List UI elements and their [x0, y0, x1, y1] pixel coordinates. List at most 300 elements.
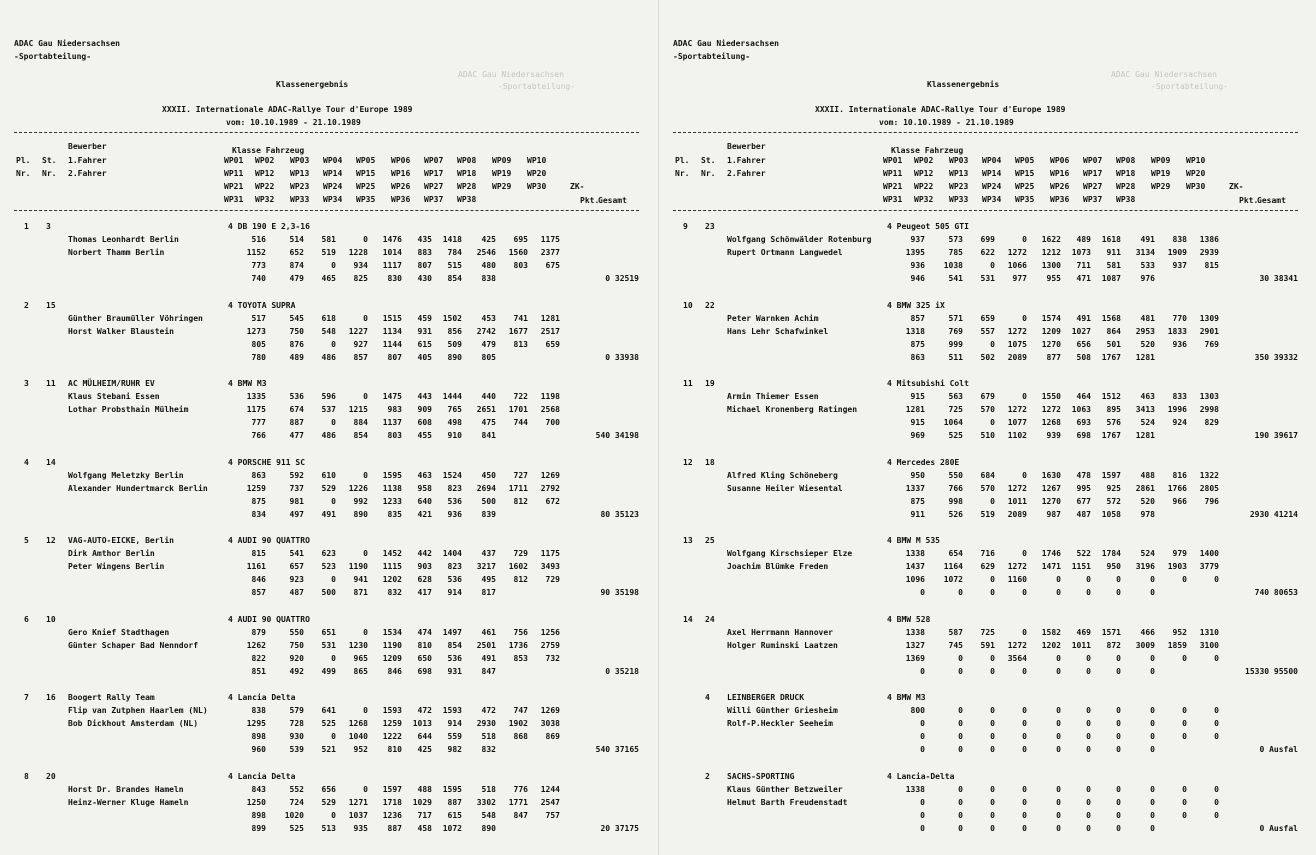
stage-time: 998	[948, 496, 963, 506]
stage-time: 0	[1022, 732, 1027, 741]
stage-time: 838	[481, 274, 496, 283]
stage-time: 915	[910, 418, 925, 427]
stage-time: 693	[1076, 418, 1091, 427]
stage-time: 741	[513, 313, 528, 323]
stage-time: 487	[1076, 509, 1091, 519]
col-wp33: WP33	[949, 195, 969, 204]
stage-time: 3779	[1199, 562, 1219, 571]
stage-time: 766	[251, 431, 266, 440]
stage-time: 982	[447, 745, 462, 754]
stage-time: 816	[1172, 470, 1187, 480]
stage-time: 0	[1116, 719, 1121, 728]
stage-time: 0	[1214, 719, 1219, 728]
stage-time: 847	[513, 810, 528, 820]
col-st: St.	[42, 156, 57, 165]
stage-time: 1236	[382, 810, 402, 820]
stage-time: 1058	[1101, 509, 1121, 519]
stage-time: 1087	[1101, 274, 1121, 283]
col-wp15: WP15	[356, 169, 376, 178]
stage-time: 995	[1076, 483, 1091, 493]
col-klasse: Klasse Fahrzeug	[891, 146, 964, 155]
col-wp17: WP17	[424, 169, 444, 178]
stage-time: 2901	[1199, 326, 1219, 336]
stage-time: 0	[1150, 575, 1155, 584]
stage-time: 3196	[1135, 562, 1155, 571]
stage-time: 936	[447, 509, 462, 519]
entry-start-number: 4	[705, 693, 710, 702]
stage-time: 500	[321, 588, 336, 597]
stage-time: 592	[289, 470, 304, 480]
stage-time: 1190	[382, 640, 402, 650]
entry-total: 540 37165	[595, 745, 639, 754]
stage-time: 952	[353, 745, 368, 754]
stage-time: 927	[353, 339, 368, 349]
stage-time: 1515	[382, 313, 402, 323]
stage-time: 1011	[1071, 640, 1091, 650]
stage-time: 1272	[1007, 562, 1027, 571]
entry-bewerber: LEINBERGER DRUCK	[727, 693, 805, 702]
stage-time: 728	[289, 719, 304, 728]
entry-driver-1: Flip van Zutphen Haarlem (NL)	[68, 706, 208, 715]
col-wp11: WP11	[883, 169, 903, 178]
col-wp05: WP05	[356, 156, 376, 165]
col-klasse: Klasse Fahrzeug	[232, 146, 305, 155]
stage-time: 0	[331, 810, 336, 820]
stage-time: 1209	[382, 653, 402, 663]
entry-klasse-fahrzeug: 4 DB 190 E 2,3-16	[228, 222, 310, 231]
stage-time: 1337	[905, 483, 925, 493]
stage-time: 0	[958, 797, 963, 807]
stage-time: 501	[1106, 339, 1121, 349]
stage-time: 489	[289, 352, 304, 362]
stage-time: 0	[1150, 653, 1155, 663]
stage-time: 477	[289, 431, 304, 440]
stage-time: 2742	[476, 326, 496, 336]
stage-time: 425	[481, 235, 496, 244]
stage-time: 838	[251, 706, 266, 715]
stage-time: 960	[251, 745, 266, 754]
entry-start-number: 18	[705, 457, 715, 467]
stage-time: 529	[321, 797, 336, 807]
stage-time: 931	[447, 666, 462, 676]
stage-time: 0	[990, 797, 995, 807]
ghost-org: ADAC Gau Niedersachsen	[458, 70, 564, 79]
entry-driver-1: Horst Dr. Brandes Hameln	[68, 784, 184, 794]
stage-time: 0	[1182, 575, 1187, 584]
entry-total: 0 Ausfal	[1259, 745, 1298, 754]
col-wp01: WP01	[883, 156, 903, 165]
col-wp32: WP32	[255, 195, 275, 204]
stage-time: 1029	[412, 797, 432, 807]
stage-time: 0	[1022, 549, 1027, 558]
stage-time: 618	[321, 313, 336, 323]
stage-time: 1597	[382, 784, 402, 794]
stage-time: 805	[481, 352, 496, 362]
stage-time: 1322	[1199, 470, 1219, 480]
stage-time: 1152	[246, 248, 266, 257]
stage-time: 0	[920, 797, 925, 807]
col-gesamt: Gesamt	[598, 196, 627, 205]
col-wp12: WP12	[914, 169, 934, 178]
entry-klasse-fahrzeug: 4 TOYOTA SUPRA	[228, 300, 296, 310]
stage-time: 1568	[1101, 313, 1121, 323]
stage-time: 952	[1172, 627, 1187, 637]
stage-time: 1281	[1135, 431, 1155, 440]
col-wp34: WP34	[323, 195, 343, 204]
entry-start-number: 2	[705, 771, 710, 781]
event-title: XXXII. Internationale ADAC-Rallye Tour d'Europe 1989	[162, 105, 413, 114]
stage-time: 698	[417, 666, 432, 676]
stage-time: 510	[980, 431, 995, 440]
col-wp37: WP37	[1083, 195, 1103, 204]
stage-time: 0	[1150, 784, 1155, 794]
stage-time: 2651	[476, 405, 496, 414]
stage-time: 803	[513, 261, 528, 270]
stage-time: 877	[1046, 352, 1061, 362]
stage-time: 868	[513, 732, 528, 741]
stage-time: 1444	[442, 392, 462, 401]
col-wp07: WP07	[424, 156, 444, 165]
entry-driver-2: Peter Wingens Berlin	[68, 562, 165, 571]
stage-time: 1571	[1101, 627, 1121, 637]
entry-klasse-fahrzeug: 4 BMW M3	[228, 379, 267, 388]
stage-time: 1222	[382, 732, 402, 741]
stage-time: 596	[321, 392, 336, 401]
stage-time: 911	[1106, 248, 1121, 257]
stage-time: 969	[910, 431, 925, 440]
stage-time: 455	[417, 431, 432, 440]
stage-time: 1711	[508, 483, 528, 493]
stage-time: 0	[1116, 745, 1121, 754]
stage-time: 0	[1214, 797, 1219, 807]
stage-time: 518	[481, 784, 496, 794]
stage-time: 608	[417, 418, 432, 427]
entry-driver-2: Joachim Blümke Freden	[727, 562, 829, 571]
stage-time: 965	[353, 653, 368, 663]
stage-time: 488	[417, 784, 432, 794]
entry-driver-2: Günter Schaper Bad Nenndorf	[68, 640, 199, 650]
stage-time: 1766	[1167, 483, 1187, 493]
divider	[673, 210, 1298, 211]
col-pkt: Pkt.	[580, 196, 600, 205]
stage-time: 545	[289, 313, 304, 323]
entry-klasse-fahrzeug: 4 Mitsubishi Colt	[887, 379, 969, 388]
entry-driver-1: Gero Knief Stadthagen	[68, 627, 170, 637]
col-wp36: WP36	[1050, 195, 1070, 204]
col-wp12: WP12	[255, 169, 275, 178]
stage-time: 541	[289, 549, 304, 558]
stage-time: 1259	[382, 719, 402, 728]
entry-driver-2: Helmut Barth Freudenstadt	[727, 797, 848, 807]
stage-time: 0	[363, 392, 368, 401]
stage-time: 453	[481, 313, 496, 323]
stage-time: 1175	[540, 549, 560, 558]
stage-time: 576	[1106, 418, 1121, 427]
col-wp31: WP31	[224, 195, 244, 204]
col-wp02: WP02	[914, 156, 934, 165]
entry-total: 0 32519	[605, 274, 639, 283]
stage-time: 1075	[1007, 339, 1027, 349]
entry-start-number: 12	[46, 536, 56, 545]
stage-time: 1020	[284, 810, 304, 820]
stage-time: 1011	[1007, 496, 1027, 506]
stage-time: 2939	[1199, 248, 1219, 257]
stage-time: 890	[447, 352, 462, 362]
stage-time: 0	[1116, 706, 1121, 715]
stage-time: 987	[1046, 509, 1061, 519]
stage-time: 656	[321, 784, 336, 794]
stage-time: 581	[1106, 261, 1121, 270]
col-wp13: WP13	[949, 169, 969, 178]
stage-time: 1338	[905, 627, 925, 637]
entry-start-number: 3	[46, 222, 51, 231]
stage-time: 679	[980, 392, 995, 401]
stage-time: 0	[990, 339, 995, 349]
entry-total: 2930 41214	[1249, 509, 1298, 519]
entry-driver-1: Wolfgang Meletzky Berlin	[68, 470, 184, 480]
stage-time: 1550	[1041, 392, 1061, 401]
stage-time: 610	[321, 470, 336, 480]
event-title: XXXII. Internationale ADAC-Rallye Tour d'Europe 1989	[815, 105, 1066, 114]
stage-time: 0	[990, 810, 995, 820]
stage-time: 0	[331, 418, 336, 427]
stage-time: 0	[1022, 719, 1027, 728]
col-wp24: WP24	[982, 182, 1002, 191]
entry-driver-1: Günther Braumüller Vöhringen	[68, 313, 203, 323]
ghost-dept: -Sportabteilung-	[1151, 82, 1229, 91]
col-wp03: WP03	[290, 156, 310, 165]
stage-time: 835	[387, 509, 402, 519]
stage-time: 1137	[382, 418, 402, 427]
entry-klasse-fahrzeug: 4 AUDI 90 QUATTRO	[228, 614, 310, 624]
stage-time: 725	[948, 405, 963, 414]
col-wp11: WP11	[224, 169, 244, 178]
stage-time: 0	[1086, 666, 1091, 676]
stage-time: 486	[321, 431, 336, 440]
stage-time: 843	[251, 784, 266, 794]
stage-time: 911	[910, 509, 925, 519]
stage-time: 744	[513, 418, 528, 427]
stage-time: 807	[417, 261, 432, 270]
stage-time: 750	[289, 640, 304, 650]
stage-time: 536	[289, 392, 304, 401]
stage-time: 0	[1182, 706, 1187, 715]
stage-time: 519	[980, 509, 995, 519]
stage-time: 1318	[905, 326, 925, 336]
stage-time: 898	[251, 810, 266, 820]
stage-time: 699	[980, 235, 995, 244]
stage-time: 992	[353, 496, 368, 506]
entry-klasse-fahrzeug: 4 AUDI 90 QUATTRO	[228, 536, 310, 545]
col-gesamt: Gesamt	[1257, 196, 1286, 205]
stage-time: 0	[1086, 784, 1091, 794]
stage-time: 1310	[1199, 627, 1219, 637]
entry-start-number: 20	[46, 771, 56, 781]
stage-time: 0	[1086, 810, 1091, 820]
stage-time: 1593	[382, 706, 402, 715]
stage-time: 0	[920, 666, 925, 676]
col-fahrer1: 1.Fahrer	[727, 156, 766, 165]
stage-time: 491	[481, 653, 496, 663]
stage-time: 0	[990, 496, 995, 506]
stage-time: 834	[251, 509, 266, 519]
stage-time: 615	[447, 810, 462, 820]
stage-time: 0	[958, 810, 963, 820]
stage-time: 531	[321, 640, 336, 650]
stage-time: 1144	[382, 339, 402, 349]
stage-time: 1574	[1041, 313, 1061, 323]
stage-time: 1404	[442, 549, 462, 558]
entry-total: 30 38341	[1259, 274, 1298, 283]
stage-time: 1303	[1199, 392, 1219, 401]
stage-time: 863	[910, 352, 925, 362]
stage-time: 499	[321, 666, 336, 676]
stage-time: 1096	[905, 575, 925, 584]
entry-total: 15330 95500	[1245, 666, 1298, 676]
stage-time: 1701	[508, 405, 528, 414]
stage-time: 776	[513, 784, 528, 794]
stage-time: 1115	[382, 562, 402, 571]
stage-time: 1524	[442, 470, 462, 480]
stage-time: 976	[1140, 274, 1155, 283]
stage-time: 623	[321, 549, 336, 558]
stage-time: 628	[417, 575, 432, 584]
stage-time: 640	[417, 496, 432, 506]
stage-time: 1268	[348, 719, 368, 728]
col-wp23: WP23	[290, 182, 310, 191]
stage-time: 729	[513, 549, 528, 558]
stage-time: 3038	[540, 719, 560, 728]
stage-time: 1102	[1007, 431, 1027, 440]
stage-time: 1534	[382, 627, 402, 637]
entry-driver-2: Holger Ruminski Laatzen	[727, 640, 838, 650]
stage-time: 0	[1086, 732, 1091, 741]
stage-time: 1138	[382, 483, 402, 493]
stage-time: 474	[417, 627, 432, 637]
stage-time: 0	[990, 575, 995, 584]
entry-driver-2: Bob Dickhout Amsterdam (NL)	[68, 719, 199, 728]
entry-position: 3	[24, 379, 29, 388]
stage-time: 3134	[1135, 248, 1155, 257]
stage-time: 0	[1214, 706, 1219, 715]
stage-time: 541	[948, 274, 963, 283]
stage-time: 937	[910, 235, 925, 244]
stage-time: 479	[289, 274, 304, 283]
stage-time: 518	[481, 732, 496, 741]
stage-time: 923	[289, 575, 304, 584]
stage-time: 0	[1116, 810, 1121, 820]
stage-time: 936	[1172, 339, 1187, 349]
stage-time: 729	[545, 575, 560, 584]
col-zk: ZK-	[1229, 182, 1244, 191]
stage-time: 0	[331, 339, 336, 349]
entry-total: 0 Ausfal	[1259, 823, 1298, 833]
stage-time: 0	[990, 784, 995, 794]
stage-time: 727	[513, 470, 528, 480]
entry-position: 7	[24, 693, 29, 702]
stage-time: 478	[1076, 470, 1091, 480]
stage-time: 1418	[442, 235, 462, 244]
stage-time: 939	[1046, 431, 1061, 440]
stage-time: 0	[1022, 784, 1027, 794]
stage-time: 1272	[1007, 483, 1027, 493]
stage-time: 0	[920, 745, 925, 754]
stage-time: 0	[1022, 588, 1027, 597]
stage-time: 461	[481, 627, 496, 637]
stage-time: 766	[948, 483, 963, 493]
stage-time: 2377	[540, 248, 560, 257]
stage-time: 815	[251, 549, 266, 558]
stage-time: 745	[948, 640, 963, 650]
stage-time: 937	[1172, 261, 1187, 270]
stage-time: 1037	[348, 810, 368, 820]
entry-total: 20 37175	[600, 823, 639, 833]
stage-time: 644	[417, 732, 432, 741]
entry-total: 740 80653	[1254, 588, 1298, 597]
stage-time: 548	[481, 810, 496, 820]
stage-time: 1272	[1007, 248, 1027, 257]
stage-time: 0	[1182, 653, 1187, 663]
col-wp07: WP07	[1083, 156, 1103, 165]
stage-time: 497	[289, 509, 304, 519]
stage-time: 725	[980, 627, 995, 637]
col-wp06: WP06	[391, 156, 411, 165]
stage-time: 1718	[382, 797, 402, 807]
col-wp13: WP13	[290, 169, 310, 178]
ghost-org: ADAC Gau Niedersachsen	[1111, 70, 1217, 79]
stage-time: 777	[251, 418, 266, 427]
stage-time: 869	[545, 732, 560, 741]
stage-time: 1471	[1041, 562, 1061, 571]
stage-time: 563	[948, 392, 963, 401]
col-pl-nr: Nr.	[16, 169, 31, 178]
stage-time: 1767	[1101, 352, 1121, 362]
entry-driver-2: Norbert Thamm Berlin	[68, 248, 165, 257]
col-wp10: WP10	[1186, 156, 1206, 165]
stage-time: 1502	[442, 313, 462, 323]
stage-time: 841	[481, 431, 496, 440]
stage-time: 931	[417, 326, 432, 336]
stage-time: 0	[1056, 653, 1061, 663]
stage-time: 805	[251, 339, 266, 349]
stage-time: 2998	[1199, 405, 1219, 414]
stage-time: 0	[1214, 653, 1219, 663]
stage-time: 0	[1056, 784, 1061, 794]
col-wp19: WP19	[492, 169, 512, 178]
stage-time: 700	[545, 418, 560, 427]
stage-time: 0	[1056, 719, 1061, 728]
stage-time: 875	[910, 496, 925, 506]
stage-time: 2694	[476, 483, 496, 493]
stage-time: 1227	[348, 326, 368, 336]
stage-time: 659	[980, 313, 995, 323]
stage-time: 405	[417, 352, 432, 362]
col-wp25: WP25	[1015, 182, 1035, 191]
stage-time: 716	[980, 549, 995, 558]
col-zk: ZK-	[570, 182, 585, 191]
stage-time: 0	[363, 470, 368, 480]
stage-time: 765	[447, 405, 462, 414]
stage-time: 3217	[476, 562, 496, 571]
col-wp05: WP05	[1015, 156, 1035, 165]
stage-time: 737	[289, 483, 304, 493]
stage-time: 1833	[1167, 326, 1187, 336]
stage-time: 2759	[540, 640, 560, 650]
stage-time: 435	[417, 235, 432, 244]
stage-time: 1736	[508, 640, 528, 650]
stage-time: 492	[289, 666, 304, 676]
stage-time: 2089	[1007, 509, 1027, 519]
